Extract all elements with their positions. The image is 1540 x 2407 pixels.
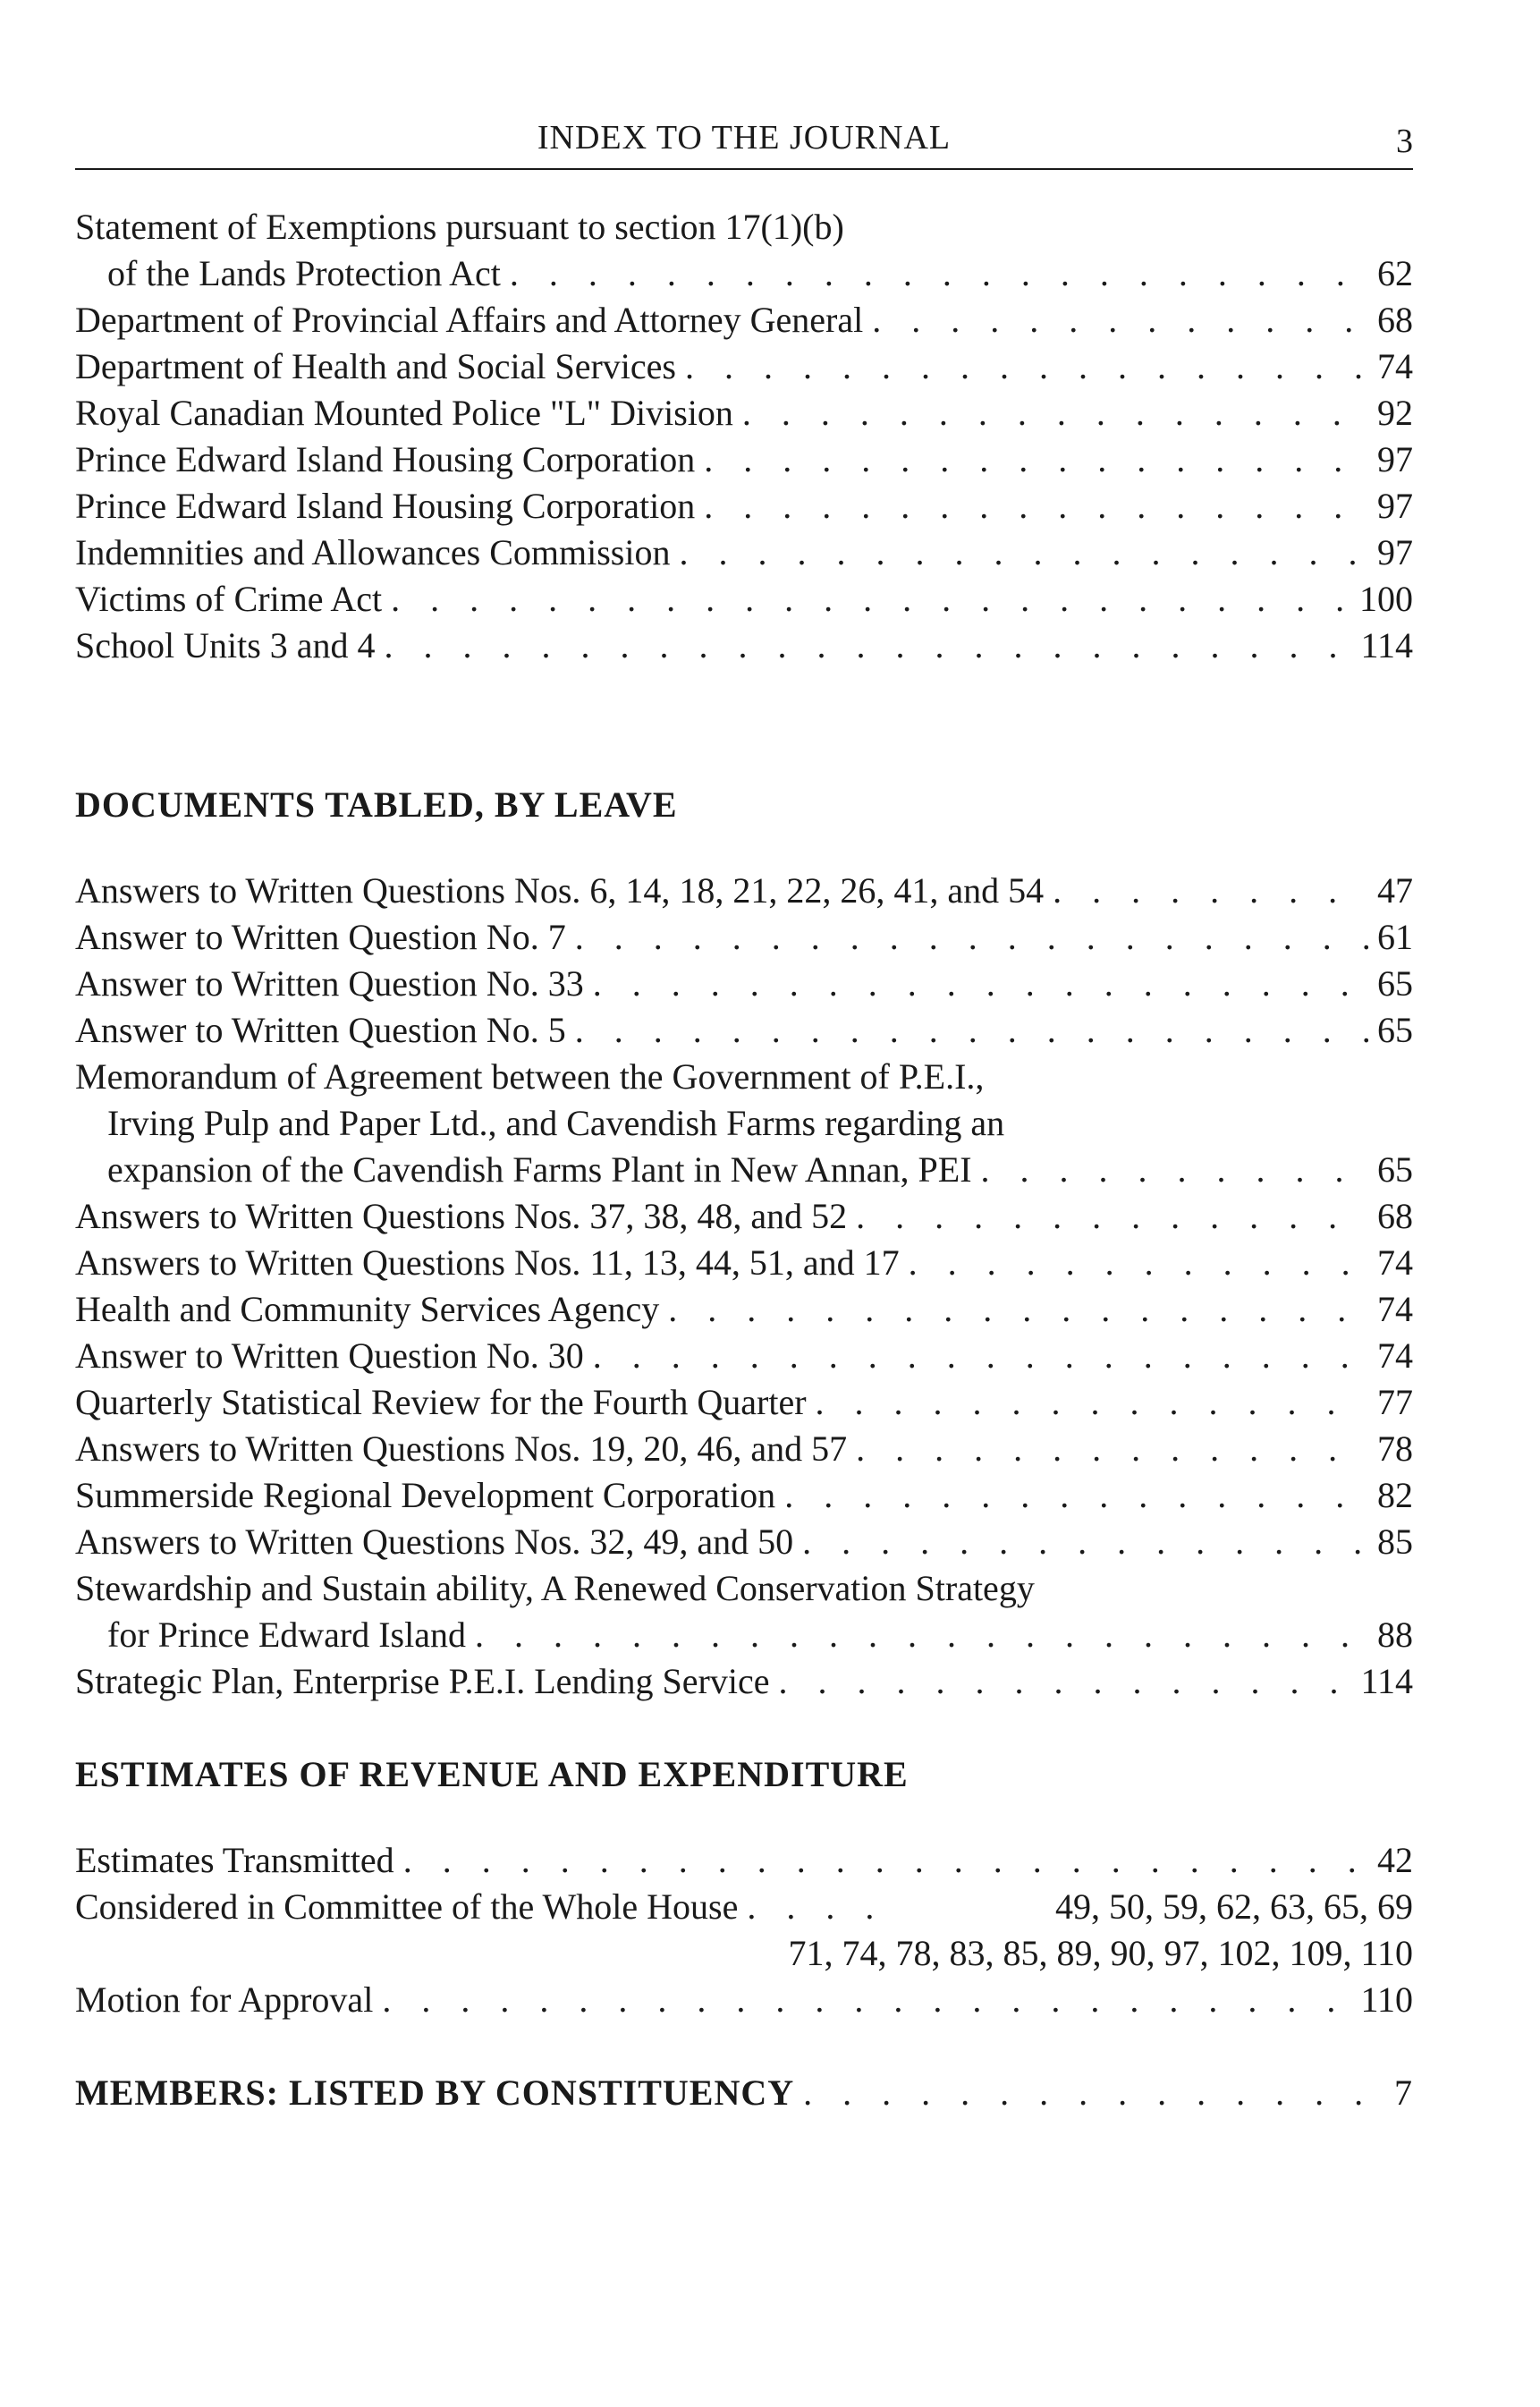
entry-label: Answer to Written Question No. 30 (75, 1335, 584, 1376)
dot-leader (575, 914, 1368, 961)
index-entry (75, 868, 1413, 914)
dot-leader (704, 436, 1368, 483)
entry-label: Victims of Crime Act (75, 579, 383, 619)
index-entry-line: Irving Pulp and Paper Ltd., and Cavendish Farms regarding an (107, 1103, 1005, 1143)
dot-leader (593, 961, 1368, 1007)
entry-page: 68 (1377, 300, 1413, 340)
dot-leader (403, 1837, 1368, 1884)
entry-label: Department of Health and Social Services (75, 346, 676, 386)
index-entry (75, 530, 1413, 576)
index-content (75, 204, 1413, 2116)
dot-leader (1053, 868, 1368, 914)
dot-leader (391, 576, 1350, 623)
section-heading: ESTIMATES OF REVENUE AND EXPENDITURE (75, 1754, 909, 1794)
running-title: INDEX TO THE JOURNAL (537, 119, 952, 157)
dot-leader (475, 1612, 1368, 1658)
dot-leader (575, 1007, 1368, 1054)
entry-label: Estimates Transmitted (75, 1840, 394, 1880)
entry-page: 77 (1377, 1382, 1413, 1422)
entry-page: 85 (1377, 1521, 1413, 1562)
entry-label: Health and Community Services Agency (75, 1289, 660, 1329)
page-header (75, 114, 1413, 170)
dot-leader (593, 1333, 1368, 1379)
section-heading: MEMBERS: LISTED BY CONSTITUENCY (75, 2072, 795, 2113)
entry-label: Strategic Plan, Enterprise P.E.I. Lending Service (75, 1661, 770, 1701)
entry-page: 62 (1377, 253, 1413, 293)
entry-page: 74 (1377, 1242, 1413, 1283)
entry-page: 78 (1377, 1428, 1413, 1469)
entry-page: 97 (1377, 486, 1413, 526)
entry-label: Answers to Written Questions Nos. 6, 14, 18, 21, 22, 26, 41, and 54 (75, 870, 1045, 911)
entry-page: 114 (1360, 625, 1413, 665)
entry-label: Summerside Regional Development Corporation (75, 1475, 776, 1515)
entry-page: 97 (1377, 439, 1413, 479)
entry-page: 47 (1377, 870, 1413, 911)
dot-leader (385, 623, 1352, 669)
index-entry (75, 1333, 1413, 1379)
index-entry (75, 1007, 1413, 1054)
dot-leader (784, 1472, 1368, 1519)
index-entry (75, 1286, 1413, 1333)
entry-label: Quarterly Statistical Review for the Fourth Quarter (75, 1382, 807, 1422)
documents-tabled-section (75, 782, 1413, 1705)
entry-label: Answers to Written Questions Nos. 11, 13, 44, 51, and 17 (75, 1242, 900, 1283)
entry-page: 65 (1377, 1010, 1413, 1050)
entry-page: 74 (1377, 1289, 1413, 1329)
entry-label: Answer to Written Question No. 7 (75, 917, 566, 957)
entry-label: Indemnities and Allowances Commission (75, 532, 671, 572)
dot-leader (685, 343, 1368, 390)
entry-label: Prince Edward Island Housing Corporation (75, 486, 696, 526)
dot-leader (909, 1240, 1368, 1286)
index-entry (75, 297, 1413, 343)
dot-leader (778, 1658, 1351, 1705)
index-entry-line: Memorandum of Agreement between the Government of P.E.I., (75, 1056, 985, 1097)
entry-page: 68 (1377, 1196, 1413, 1236)
entry-page: 74 (1377, 1335, 1413, 1376)
index-entry (75, 623, 1413, 669)
entry-label: Answers to Written Questions Nos. 19, 20, 46, and 57 (75, 1428, 848, 1469)
dot-leader (382, 1977, 1351, 2023)
entry-page: 97 (1377, 532, 1413, 572)
index-entry (75, 961, 1413, 1007)
entry-page: 110 (1360, 1979, 1413, 2020)
index-entry (75, 1426, 1413, 1472)
dot-leader (856, 1193, 1368, 1240)
entry-page: 74 (1377, 346, 1413, 386)
index-entry (75, 1977, 1413, 2023)
entry-label: Answer to Written Question No. 33 (75, 963, 584, 1004)
entry-label: Royal Canadian Mounted Police "L" Division (75, 393, 733, 433)
index-entry (75, 390, 1413, 436)
dot-leader (747, 1884, 881, 1930)
entry-page: 7 (1394, 2072, 1413, 2113)
dot-leader (742, 390, 1368, 436)
entry-page: 49, 50, 59, 62, 63, 65, 69 (1055, 1886, 1413, 1927)
entry-page: 42 (1377, 1840, 1413, 1880)
dot-leader (803, 2070, 1385, 2116)
dot-leader (668, 1286, 1368, 1333)
entry-label: of the Lands Protection Act (107, 253, 501, 293)
members-entry (75, 2070, 1413, 2116)
index-entry-line: Statement of Exemptions pursuant to section 17(1)(b) (75, 207, 844, 247)
estimates-section (75, 1751, 1413, 2023)
entry-label: Answers to Written Questions Nos. 37, 38, 48, and 52 (75, 1196, 848, 1236)
index-entry (75, 1837, 1413, 1884)
top-entries (75, 204, 1413, 669)
index-entry (75, 1240, 1413, 1286)
entry-label: for Prince Edward Island (107, 1615, 466, 1655)
page-number: 3 (1396, 123, 1413, 160)
index-entry (75, 914, 1413, 961)
index-entry (75, 1147, 1413, 1193)
section-heading: DOCUMENTS TABLED, BY LEAVE (75, 784, 678, 825)
entry-page: 65 (1377, 963, 1413, 1004)
index-entry (75, 1379, 1413, 1426)
entry-label: School Units 3 and 4 (75, 625, 376, 665)
entry-page: 82 (1377, 1475, 1413, 1515)
entry-page: 65 (1377, 1149, 1413, 1190)
dot-leader (704, 483, 1368, 530)
dot-leader (856, 1426, 1368, 1472)
index-entry (75, 250, 1413, 297)
entry-label: expansion of the Cavendish Farms Plant in New Annan, PEI (107, 1149, 972, 1190)
entry-label: Answers to Written Questions Nos. 32, 49, and 50 (75, 1521, 794, 1562)
entry-label: Motion for Approval (75, 1979, 374, 2020)
dot-leader (680, 530, 1369, 576)
entry-page: 114 (1360, 1661, 1413, 1701)
index-entry (75, 1884, 1413, 1930)
dot-leader (872, 297, 1368, 343)
entry-label: Considered in Committee of the Whole House (75, 1886, 739, 1927)
index-entry (75, 343, 1413, 390)
index-entry-line: Stewardship and Sustain ability, A Renewed Conservation Strategy (75, 1568, 1035, 1608)
dot-leader (981, 1147, 1368, 1193)
index-entry (75, 1472, 1413, 1519)
entry-label: Prince Edward Island Housing Corporation (75, 439, 696, 479)
entry-page-continued: 71, 74, 78, 83, 85, 89, 90, 97, 102, 109, 110 (788, 1933, 1413, 1973)
index-entry (75, 1658, 1413, 1705)
dot-leader (802, 1519, 1368, 1565)
index-entry (75, 483, 1413, 530)
entry-page: 61 (1377, 917, 1413, 957)
entry-label: Answer to Written Question No. 5 (75, 1010, 566, 1050)
entry-page: 100 (1359, 579, 1413, 619)
index-entry (75, 1612, 1413, 1658)
index-entry (75, 576, 1413, 623)
dot-leader (816, 1379, 1368, 1426)
entry-page: 92 (1377, 393, 1413, 433)
index-entry (75, 1193, 1413, 1240)
dot-leader (510, 250, 1368, 297)
index-entry (75, 436, 1413, 483)
index-entry (75, 1519, 1413, 1565)
entry-page: 88 (1377, 1615, 1413, 1655)
entry-label: Department of Provincial Affairs and Attorney General (75, 300, 864, 340)
